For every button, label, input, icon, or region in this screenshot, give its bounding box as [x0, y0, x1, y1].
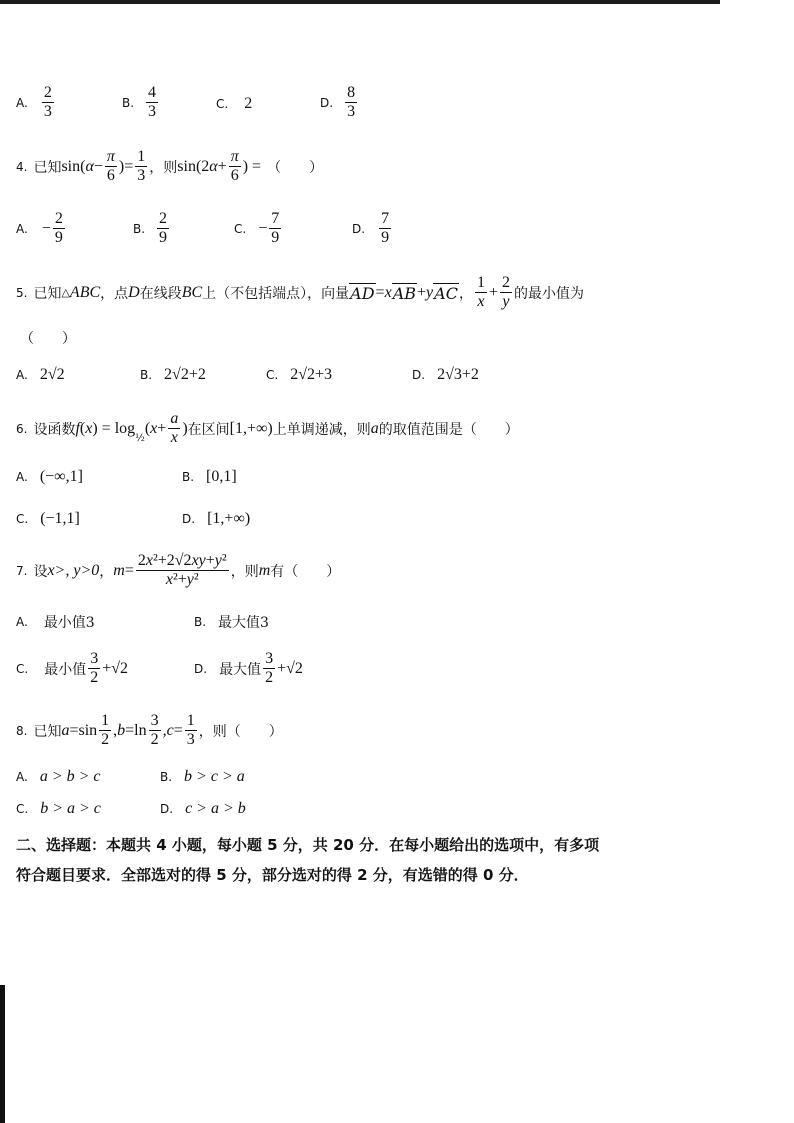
q3-option-a: A. $\frac{2}{3}$ — [16, 84, 52, 120]
section-2-instructions-line1: 二、选择题：本题共 4 小题，每小题 5 分，共 20 分．在每小题给出的选项中，有多项 — [16, 836, 600, 854]
section-2-instructions-line2: 符合题目要求．全部选对的得 5 分，部分选对的得 2 分，有选错的得 0 分． — [16, 866, 529, 884]
q8-option-d: D. c > a > b — [160, 800, 246, 817]
scan-top-border — [0, 0, 720, 4]
q5-option-b: B. 2√2+2 — [140, 366, 206, 383]
q5-option-d: D. 2√3+2 — [412, 366, 479, 383]
question-5-stem: 5. 已知 △ ABC ，点 D 在线段 BC 上（不包括端点），向量 AD = x AB + y AC ， $\frac{1}{x}$ + $\frac{2}{y}$ 的最小值为 — [16, 274, 584, 310]
q8-option-a: A. a > b > c — [16, 768, 101, 785]
q4-option-b: B. $\frac{2}{9}$ — [133, 210, 168, 246]
q5-option-c: C. 2√2+3 — [266, 366, 333, 383]
q3-option-b: B. $\frac{4}{3}$ — [122, 84, 157, 120]
q6-option-b: B. [0,1] — [182, 468, 237, 485]
q5-option-a: A. 2√2 — [16, 366, 65, 383]
question-4-stem: 4. 已知 sin( α − $\frac{\pi}{6}$ )= $\frac{1}{3}$ ，则 sin(2 α + $\frac{\pi}{6}$ ) = （ ） — [16, 148, 324, 184]
q4-option-a: A. − $\frac{2}{9}$ — [16, 210, 63, 246]
q8-option-b: B. b > c > a — [160, 768, 245, 785]
q7-option-a: A. 最小值3 — [16, 615, 95, 631]
fraction: $\frac{8}{3}$ — [347, 84, 356, 120]
q5-paren: （ ） — [20, 331, 76, 347]
q7-option-c: C. 最小值 $\frac{3}{2}$ +√2 — [16, 650, 129, 686]
question-7-stem: 7. 设 x>, y>0 ， m = $\frac{\text{2x²+2√2xy+y²}}{\text{x²+y²}}$ ，则 m 有（ ） — [16, 552, 341, 588]
q3-option-c: C. 2 — [216, 95, 253, 112]
q6-option-d: D. [1,+∞) — [182, 510, 251, 527]
q6-option-a: A. (−∞,1] — [16, 468, 83, 485]
q3-option-d: D. $\frac{8}{3}$ — [320, 84, 356, 120]
q7-option-d: D. 最大值 $\frac{3}{2}$ +√2 — [194, 650, 303, 686]
q4-option-c: C. − $\frac{7}{9}$ — [234, 210, 280, 246]
fraction: $\frac{4}{3}$ — [148, 84, 157, 120]
q7-option-b: B. 最大值3 — [194, 615, 269, 631]
q6-option-c: C. (−1,1] — [16, 510, 80, 527]
q4-option-d: D. $\frac{7}{9}$ — [352, 210, 390, 246]
question-6-stem: 6. 设函数 f ( x ) = log ½ ( x + $\frac{a}{x}$ ) 在区间 [1,+∞) 上单调递减，则 a 的取值范围是（ ） — [16, 410, 519, 446]
fraction: $\frac{2}{3}$ — [43, 84, 52, 120]
scan-left-edge — [0, 985, 5, 1123]
q8-option-c: C. b > a > c — [16, 800, 101, 817]
question-8-stem: 8. 已知 a =sin $\frac{1}{2}$ , b =ln $\frac{3}{2}$ , c = $\frac{1}{3}$ ，则（ ） — [16, 712, 283, 748]
